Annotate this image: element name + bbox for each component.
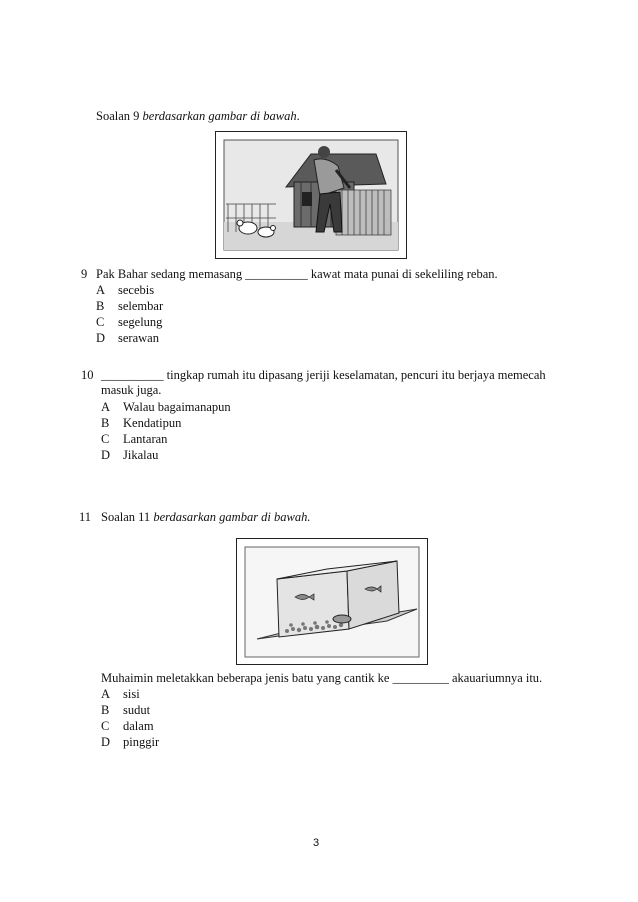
q11-option-a[interactable]: A sisi xyxy=(101,687,140,701)
q11-intro: Soalan 11 berdasarkan gambar di bawah. xyxy=(101,510,311,524)
aquarium-drawing xyxy=(237,539,427,664)
q10-option-c[interactable]: C Lantaran xyxy=(101,432,168,446)
q10-number: 10 xyxy=(81,368,94,382)
q10-stem-line1: __________ tingkap rumah itu dipasang jeriji keselamatan, pencuri itu berjaya memecah xyxy=(101,368,546,382)
coop-illustration xyxy=(215,131,407,259)
q11-option-d[interactable]: D pinggir xyxy=(101,735,160,749)
q9-option-a[interactable]: A secebis xyxy=(96,283,155,297)
q9-option-c[interactable]: C segelung xyxy=(96,315,163,329)
q9-number: 9 xyxy=(81,267,88,281)
q9-stem: Pak Bahar sedang memasang __________ kawat mata punai di sekeliling reban. xyxy=(96,267,498,281)
q11-option-c[interactable]: C dalam xyxy=(101,719,154,733)
q10-option-a[interactable]: A Walau bagaimanapun xyxy=(101,400,231,414)
aquarium-illustration xyxy=(236,538,428,665)
q10-stem-line2: masuk juga. xyxy=(101,383,162,397)
q11-number: 11 xyxy=(79,510,92,524)
q9-intro: Soalan 9 berdasarkan gambar di bawah. xyxy=(96,109,300,123)
q11-option-b[interactable]: B sudut xyxy=(101,703,151,717)
q11-stem: Muhaimin meletakkan beberapa jenis batu yang cantik ke _________ akauariumnya itu. xyxy=(101,671,543,685)
coop-drawing xyxy=(216,132,406,258)
q9-option-b[interactable]: B selembar xyxy=(96,299,164,313)
q10-option-b[interactable]: B Kendatipun xyxy=(101,416,182,430)
q10-option-d[interactable]: D Jikalau xyxy=(101,448,159,462)
page-number: 3 xyxy=(313,837,320,849)
q9-option-d[interactable]: D serawan xyxy=(96,331,159,345)
